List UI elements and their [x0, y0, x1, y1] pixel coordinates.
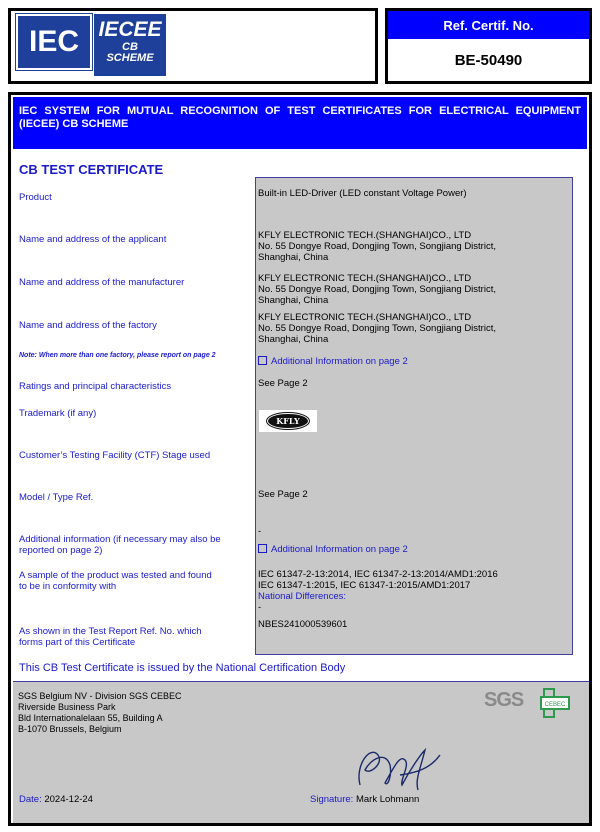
certificate-title: CB TEST CERTIFICATE — [19, 162, 164, 177]
product-label: Product — [19, 192, 52, 203]
checkbox-icon[interactable] — [258, 544, 267, 553]
national-differences-label: National Differences: — [258, 591, 347, 602]
report-label: As shown in the Test Report Ref. No. which forms part of this Certificate — [19, 626, 202, 648]
report-number: NBES241000539601 — [258, 619, 348, 630]
additional-info-label: Additional information (if necessary may also be reported on page 2) — [19, 534, 221, 556]
issued-statement: This CB Test Certificate is issued by the National Certification Body — [19, 662, 346, 674]
factory-label: Name and address of the factory — [19, 320, 157, 331]
model-label: Model / Type Ref. — [19, 492, 94, 503]
applicant-value: KFLY ELECTRONIC TECH.(SHANGHAI)CO., LTD No. 55 Dongye Road, Dongjing Town, Songjiang District, Shanghai, China — [258, 230, 496, 263]
product-value: Built-in LED-Driver (LED constant Voltage Power) — [258, 188, 467, 199]
ctf-label: Customer’s Testing Facility (CTF) Stage used — [19, 450, 211, 461]
ncb-address: SGS Belgium NV - Division SGS CEBEC Riverside Business Park Bld Internationalelaan 55, Building A B-1070 Brussels, Belgium — [18, 691, 182, 734]
cebec-logo — [540, 688, 570, 718]
additional-info-checkbox-factory[interactable]: Additional Information on page 2 — [258, 356, 568, 367]
checkbox-icon[interactable] — [258, 356, 267, 365]
factory-note: Note: When more than one factory, please report on page 2 — [19, 352, 216, 359]
iec-logo: IEC — [16, 14, 92, 70]
sample-label: A sample of the product was tested and found to be in conformity with — [19, 570, 212, 592]
handwritten-signature — [340, 735, 450, 795]
sgs-logo: SGS — [484, 689, 524, 711]
factory-value: KFLY ELECTRONIC TECH.(SHANGHAI)CO., LTD No. 55 Dongye Road, Dongjing Town, Songjiang District, Shanghai, China — [258, 312, 496, 345]
ratings-value: See Page 2 — [258, 378, 308, 389]
ratings-label: Ratings and principal characteristics — [19, 381, 172, 392]
national-differences-value: - — [258, 602, 262, 613]
kfly-trademark-logo: KFLY — [259, 410, 317, 432]
ref-certificate-label: Ref. Certif. No. — [388, 11, 589, 39]
model-value: See Page 2 — [258, 489, 308, 500]
trademark-label: Trademark (if any) — [19, 408, 97, 419]
scheme-banner: IEC SYSTEM FOR MUTUAL RECOGNITION OF TEST CERTIFICATES FOR ELECTRICAL EQUIPMENT (IECEE) CB SCHEME — [13, 97, 587, 149]
applicant-label: Name and address of the applicant — [19, 234, 167, 245]
iecee-cb-logo: IECEE CB SCHEME — [94, 14, 166, 76]
date-field: Date: 2024-12-24 — [19, 794, 93, 805]
signature-field: Signature: Mark Lohmann — [310, 794, 420, 805]
svg-text:CEBEC: CEBEC — [544, 702, 566, 708]
manufacturer-value: KFLY ELECTRONIC TECH.(SHANGHAI)CO., LTD No. 55 Dongye Road, Dongjing Town, Songjiang District, Shanghai, China — [258, 273, 496, 306]
additional-info-value: - — [258, 526, 262, 537]
ref-certificate-number: BE-50490 — [454, 51, 523, 69]
manufacturer-label: Name and address of the manufacturer — [19, 277, 185, 288]
standards-value: IEC 61347-2-13:2014, IEC 61347-2-13:2014/AMD1:2016 IEC 61347-1:2015, IEC 61347-1:2015/AMD1:2017 National Differences: - — [258, 569, 568, 613]
additional-info-checkbox[interactable]: Additional Information on page 2 — [258, 544, 568, 555]
